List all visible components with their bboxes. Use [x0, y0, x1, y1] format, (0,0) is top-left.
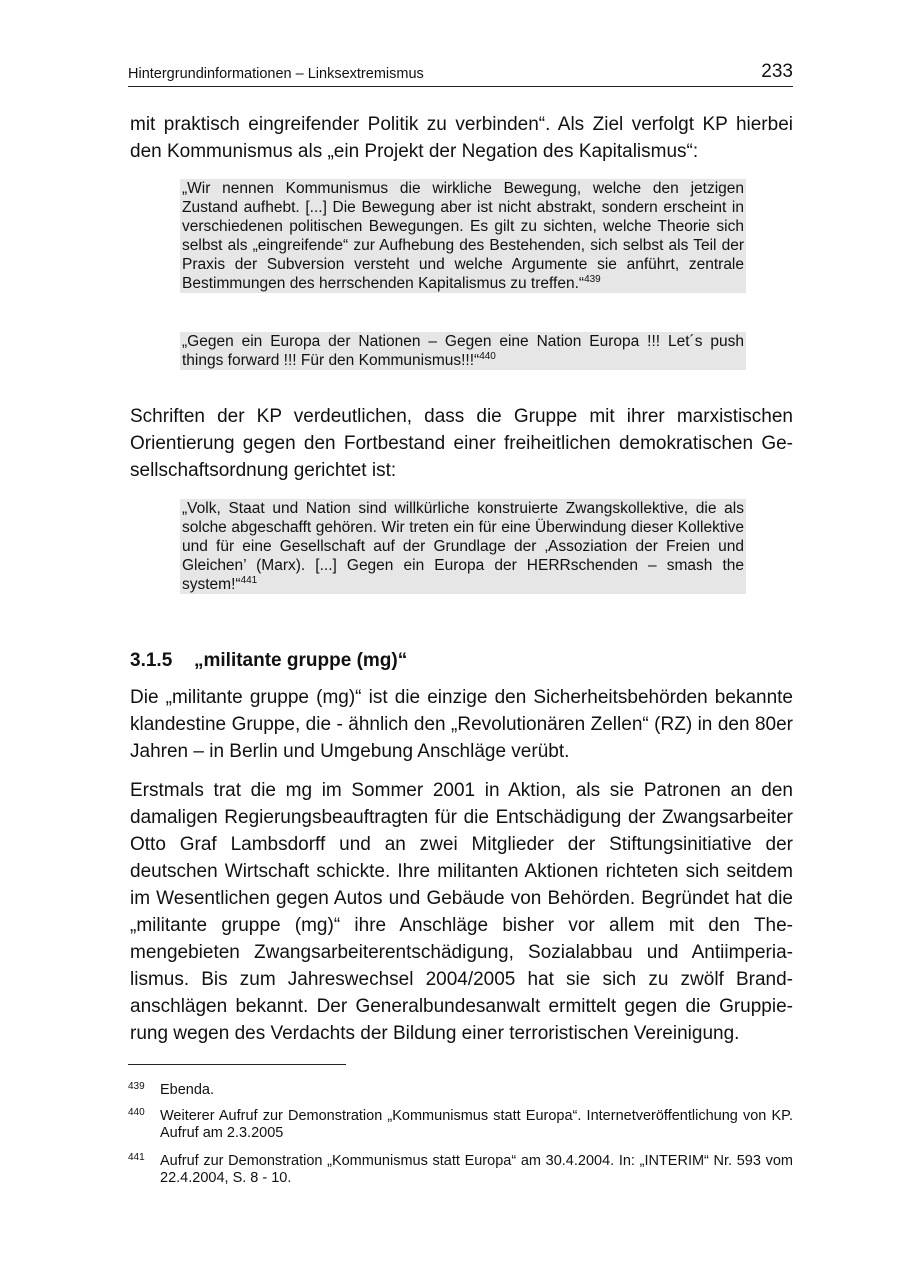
block-quote-2-text: „Gegen ein Europa der Nationen – Gegen eine Nation Europa !!! Let´s push things forward !!! Für den Kommunismus!!!“: [182, 333, 744, 369]
block-quote-1-text: „Wir nennen Kommunismus die wirkliche Bewegung, welche den jetzigen Zustand aufhebt. [...] Die Bewegung aber ist nicht abstrakt, sondern erscheint in verschiedenen politischen Bewegungen. Es gilt zu sichten, welche Theorie sich selbst als „eingreifende“ zur Aufhebung des Bestehenden, sich selbst als Teil der Praxis der Subversion versteht und welche Argumente sie anführt, zentrale Bestimmungen des herrschenden Kapitalismus zu treffen.“: [182, 180, 744, 292]
footnote-ref-439[interactable]: 439: [584, 273, 601, 285]
footnote-text: Ebenda.: [160, 1082, 215, 1098]
block-quote-2: [180, 332, 746, 370]
footnote-number: 439: [128, 1081, 145, 1092]
section-title: „militante gruppe (mg)“: [194, 650, 408, 671]
section-number: 3.1.5: [130, 650, 173, 671]
block-quote-3: [180, 499, 746, 594]
running-title: Hintergrundinformationen – Linksextremismus: [128, 66, 424, 82]
running-header: [128, 60, 793, 87]
section-heading: [130, 650, 407, 672]
footnote-number: 441: [128, 1152, 145, 1163]
intro-paragraph: mit praktisch eingreifender Politik zu verbinden“. Als Ziel verfolgt KP hierbei den Kommunismus als „ein Projekt der Negation des Kapitalismus“:: [130, 114, 793, 162]
paragraph-mg-actions: Erstmals trat die mg im Sommer 2001 in Aktion, als sie Patronen an den damaligen Regierungsbeauftragten für die Entschädigung der Zwangsarbeiter Otto Graf Lambsdorff und an zwei Mitglieder der Stiftungsinitiative der deutschen Wirtschaft schickte. Ihre militanten Aktionen richteten sich seitdem im Wesentlichen gegen Autos und Gebäude von Behörden. Begründet hat die „militante gruppe (mg)“ ihre Anschläge bisher vor allem mit den Themengebieten Zwangsarbeiterentschädigung, Sozialabbau und Antiimperialismus. Bis zum Jahreswechsel 2004/2005 hat sie sich zu zwölf Brandanschlägen bekannt. Der Generalbundesanwalt ermittelt gegen die Gruppierung wegen des Verdachts der Bildung einer terroristischen Vereinigung.: [130, 780, 793, 1044]
footnote-text: Weiterer Aufruf zur Demonstration „Kommunismus statt Europa“. Internetveröffentlichung von KP. Aufruf am 2.3.2005: [160, 1108, 793, 1141]
footnote-ref-441[interactable]: 441: [240, 574, 258, 586]
paragraph-mg-intro: Die „militante gruppe (mg)“ ist die einzige den Sicherheitsbehörden bekannte klandestine Gruppe, die - ähnlich den „Revolutionären Zellen“ (RZ) in den 80er Jahren – in Berlin und Umgebung Anschläge verübt.: [130, 687, 793, 762]
block-quote-1: [180, 179, 746, 293]
paragraph-kp-writings: Schriften der KP verdeutlichen, dass die Gruppe mit ihrer marxistischen Orientierung gegen den Fortbestand einer freiheitlichen demokratischen Gesellschaftsordnung gerichtet ist:: [130, 406, 793, 481]
footnote-number: 440: [128, 1107, 145, 1118]
page-number: 233: [761, 61, 793, 82]
footnote-separator: [128, 1064, 346, 1065]
block-quote-3-text: „Volk, Staat und Nation sind willkürliche konstruierte Zwangskollektive, die als solche abgeschafft gehören. Wir treten ein für eine Überwindung dieser Kollektive und für eine Gesellschaft auf der Grundlage der ‚Assoziation der Freien und Gleichen’ (Marx). [...] Gegen ein Europa der HERRschenden – smash the system!“: [182, 500, 744, 593]
footnote-ref-440[interactable]: 440: [479, 350, 496, 362]
footnote-text: Aufruf zur Demonstration „Kommunismus statt Europa“ am 30.4.2004. In: „INTERIM“ Nr. 593 vom 22.4.2004, S. 8 - 10.: [160, 1153, 793, 1186]
